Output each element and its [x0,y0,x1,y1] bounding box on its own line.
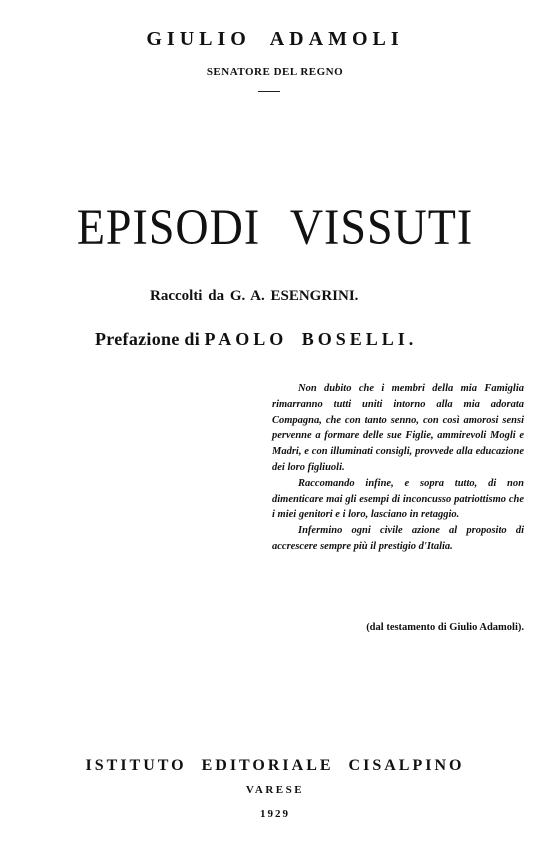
publication-year: 1929 [260,808,290,820]
divider-rule [258,91,280,92]
preface-prefix: Prefazione di [95,329,201,349]
quote-paragraph: Non dubito che i membri della mia Famiglia rimarranno tutti uniti intorno alla mia adorata Compagna, che con tanto senno, con così amorosi sensi pervenne a formare delle sue Figlie, ammirevoli Mogli e Madri, e con illuminati consigli, provvede alla educazione dei loro figliuoli. [272,383,524,473]
quote-source: (dal testamento di Giulio Adamoli). [366,622,524,633]
book-title: EPISODI VISSUTI [76,199,474,256]
quote-paragraph: Raccomando infine, e sopra tutto, di non dimenticare mai gli esempi di inconcusso patriottismo che i miei genitori e i loro, lasciano in retaggio. [272,477,524,521]
epigraph-quote [272,381,524,555]
collector-line: Raccolti da G. A. ESENGRINI. [150,288,359,304]
publisher-name: ISTITUTO EDITORIALE CISALPINO [85,757,465,774]
publisher-city: VARESE [245,784,305,796]
author-name: GIULIO ADAMOLI [146,28,404,50]
author-title: SENATORE DEL REGNO [206,66,344,78]
preface-line [95,329,417,350]
preface-author: PAOLO BOSELLI. [204,329,418,349]
quote-paragraph: Infermino ogni civile azione al proposito di accrescere sempre più il prestigio d'Italia. [272,525,524,552]
